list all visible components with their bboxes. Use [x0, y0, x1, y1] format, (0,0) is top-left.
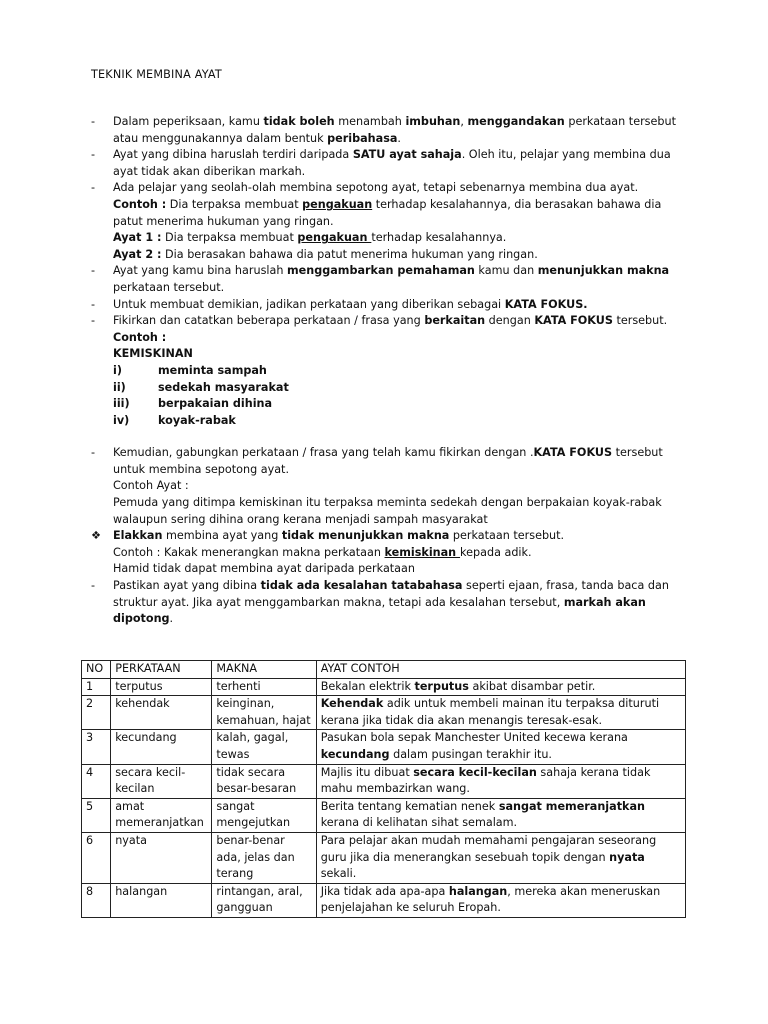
- cell-ayat: [316, 696, 685, 730]
- text: sekali.: [320, 867, 357, 881]
- cell-makna: sangat mengejutkan: [212, 798, 316, 832]
- list-item: [113, 413, 691, 430]
- table-row: [82, 764, 686, 798]
- contoh-label: Contoh Ayat :: [113, 479, 189, 493]
- text: . Oleh itu, pelajar yang membina dua ayat tidak akan diberikan markah.: [113, 148, 671, 178]
- keyword: Kehendak: [320, 697, 384, 711]
- cell-no: 6: [82, 832, 111, 883]
- text: akibat disambar petir.: [468, 679, 596, 693]
- bullet-item: [91, 578, 691, 628]
- cell-ayat: [316, 883, 685, 917]
- contoh-label: Contoh :: [113, 197, 167, 211]
- keyword: imbuhan: [405, 115, 461, 128]
- text: Jika tidak ada apa-apa: [320, 884, 449, 898]
- text: kamu dan: [474, 264, 538, 278]
- cell-ayat: [316, 764, 685, 798]
- bullet-marker: -: [91, 579, 96, 593]
- page-title: TEKNIK MEMBINA AYAT: [91, 68, 222, 81]
- column-header: MAKNA: [212, 661, 316, 679]
- text: terhadap kesalahannya, dia berasakan bahawa dia patut menerima hukuman yang ringan.: [113, 197, 662, 228]
- instruction-list: [91, 114, 691, 628]
- cell-perkataan: secara kecil-kecilan: [111, 764, 212, 798]
- cell-perkataan: terputus: [111, 678, 212, 696]
- bullet-marker: -: [91, 181, 96, 195]
- cell-makna: terhenti: [212, 678, 316, 696]
- ayat-2-line: [113, 247, 691, 264]
- bullet-item: [91, 114, 691, 147]
- cell-ayat: [316, 730, 685, 764]
- example-sentence: Pemuda yang ditimpa kemiskinan itu terpaksa meminta sedekah dengan berpakaian koyak-rabak walaupun sering dihina orang kerana menjadi sampah masyarakat: [113, 496, 662, 526]
- bullet-marker: -: [91, 446, 96, 460]
- bullet-item: [91, 445, 691, 528]
- keyword: halangan: [448, 884, 508, 898]
- bullet-marker: -: [91, 148, 96, 162]
- cell-perkataan: kecundang: [111, 730, 212, 764]
- list-text: sedekah masyarakat: [158, 380, 289, 394]
- cell-perkataan: nyata: [111, 832, 212, 883]
- ayat-1-line: [113, 230, 691, 247]
- contoh-label: Contoh :: [113, 330, 167, 344]
- keyword: KATA FOKUS: [534, 314, 613, 328]
- keyword: sangat memeranjatkan: [498, 799, 645, 813]
- text: ,: [460, 115, 468, 128]
- cell-no: 4: [82, 764, 111, 798]
- text: Ayat yang kamu bina haruslah: [113, 264, 288, 278]
- list-item: [113, 396, 691, 413]
- table-row: [82, 883, 686, 917]
- text: sahaja kerana tidak mahu membazirkan wang.: [320, 765, 651, 796]
- keyword: markah akan dipotong: [113, 595, 646, 626]
- cell-perkataan: kehendak: [111, 696, 212, 730]
- keyword: SATU ayat sahaja: [352, 148, 462, 162]
- text: perkataan tersebut.: [449, 529, 565, 543]
- list-number: iii): [113, 397, 130, 411]
- cell-makna: rintangan, aral, gangguan: [212, 883, 316, 917]
- keyword: secara kecil-kecilan: [413, 765, 537, 779]
- bullet-item: [91, 313, 691, 429]
- column-header: AYAT CONTOH: [316, 661, 685, 679]
- keyword: menggambarkan pemahaman: [287, 264, 475, 278]
- keyword: menunjukkan makna: [537, 264, 670, 278]
- text: .: [169, 612, 174, 626]
- list-number: iv): [113, 413, 130, 427]
- contoh-line: [113, 197, 691, 230]
- table-header-row: [82, 661, 686, 679]
- cell-makna: tidak secara besar-besaran: [212, 764, 316, 798]
- text: kepada adik.: [460, 545, 532, 559]
- keyword: KATA FOKUS: [533, 446, 613, 460]
- bullet-item: [91, 180, 691, 263]
- bullet-marker: -: [91, 264, 96, 278]
- bullet-marker: -: [91, 314, 96, 328]
- column-header: PERKATAAN: [111, 661, 212, 679]
- list-text: berpakaian dihina: [158, 397, 273, 411]
- text: Pastikan ayat yang dibina: [113, 579, 261, 593]
- text: Pasukan bola sepak Manchester United kecewa kerana: [320, 731, 628, 745]
- text: adik untuk membeli mainan itu terpaksa dituruti kerana jika tidak dia akan menangis teresak-esak.: [320, 697, 660, 727]
- bullet-item: [91, 297, 691, 314]
- diamond-bullet-icon: ❖: [91, 529, 102, 543]
- text: Contoh : Kakak menerangkan makna perkataan: [113, 545, 385, 559]
- keyword: Elakkan: [113, 529, 163, 543]
- text: Fikirkan dan catatkan beberapa perkataan / frasa yang: [113, 314, 425, 328]
- bullet-item: [91, 528, 691, 578]
- text: Berita tentang kematian nenek: [320, 799, 499, 813]
- text: Dia terpaksa membuat: [166, 197, 303, 211]
- ayat-label: Ayat 1 :: [113, 231, 162, 245]
- keyword: nyata: [609, 850, 645, 864]
- underlined-word: pengakuan: [302, 197, 373, 211]
- bullet-item: [91, 263, 691, 296]
- cell-ayat: [316, 678, 685, 696]
- table-row: [82, 696, 686, 730]
- text: perkataan tersebut atau menggunakannya dalam bentuk: [113, 115, 676, 145]
- keyword: menggandakan: [467, 115, 565, 128]
- table-row: [82, 798, 686, 832]
- text: dalam pusingan terakhir itu.: [389, 747, 552, 761]
- ayat-label: Ayat 2 :: [113, 247, 162, 261]
- keyword: tidak ada kesalahan tatabahasa: [260, 579, 463, 593]
- table-row: [82, 832, 686, 883]
- column-header: NO: [82, 661, 111, 679]
- keyword: peribahasa: [327, 131, 398, 145]
- list-item: [113, 380, 691, 397]
- text: Majlis itu dibuat: [320, 765, 414, 779]
- cell-ayat: [316, 798, 685, 832]
- text: seperti ejaan, frasa, tanda baca dan struktur ayat. Jika ayat menggambarkan makna, tetapi ada kesalahan tersebut,: [113, 579, 669, 609]
- text: Para pelajar akan mudah memahami pengajaran seseorang guru jika dia menerangkan sesebuah topik dengan: [320, 833, 657, 864]
- text: Ada pelajar yang seolah-olah membina sepotong ayat, tetapi sebenarnya membina dua ayat.: [113, 181, 639, 195]
- underlined-word: pengakuan: [297, 231, 372, 245]
- cell-no: 8: [82, 883, 111, 917]
- keyword: tidak menunjukkan makna: [281, 529, 450, 543]
- text: .: [397, 131, 401, 145]
- text: terhadap kesalahannya.: [371, 231, 507, 245]
- list-item: [113, 363, 691, 380]
- text: Ayat yang dibina haruslah terdiri daripada: [113, 148, 353, 162]
- keyword: terputus: [414, 679, 469, 693]
- underlined-word: kemiskinan: [384, 545, 461, 559]
- bullet-marker: -: [91, 115, 96, 128]
- text: Bekalan elektrik: [320, 679, 415, 693]
- cell-perkataan: halangan: [111, 883, 212, 917]
- cell-no: 2: [82, 696, 111, 730]
- focus-word: KEMISKINAN: [113, 347, 193, 361]
- text: Kemudian, gabungkan perkataan / frasa yang telah kamu fikirkan dengan .: [113, 446, 534, 460]
- text: tersebut untuk membina sepotong ayat.: [113, 446, 663, 476]
- cell-makna: benar-benar ada, jelas dan terang: [212, 832, 316, 883]
- keyword: tidak boleh: [263, 115, 335, 128]
- text: menambah: [334, 115, 406, 128]
- text: perkataan tersebut.: [113, 280, 225, 294]
- table-row: [82, 678, 686, 696]
- text: membina ayat yang: [162, 529, 282, 543]
- cell-ayat: [316, 832, 685, 883]
- keyword: berkaitan: [424, 314, 486, 328]
- keyword: KATA FOKUS.: [504, 297, 588, 311]
- list-number: ii): [113, 380, 126, 394]
- text: tersebut.: [612, 314, 668, 328]
- text: Untuk membuat demikian, jadikan perkataan yang diberikan sebagai: [113, 297, 505, 311]
- list-number: i): [113, 363, 122, 377]
- text: Dia terpaksa membuat: [161, 231, 298, 245]
- text: dengan: [485, 314, 535, 328]
- list-text: koyak-rabak: [158, 413, 236, 427]
- text: Hamid tidak dapat membina ayat daripada perkataan: [113, 562, 415, 576]
- cell-makna: keinginan, kemahuan, hajat: [212, 696, 316, 730]
- cell-makna: kalah, gagal, tewas: [212, 730, 316, 764]
- bullet-item: [91, 147, 691, 180]
- keyword: kecundang: [320, 747, 390, 761]
- cell-no: 5: [82, 798, 111, 832]
- list-text: meminta sampah: [158, 363, 267, 377]
- vocabulary-table: [81, 660, 686, 918]
- text: , mereka akan meneruskan penjelajahan ke seluruh Eropah.: [320, 884, 661, 915]
- cell-no: 3: [82, 730, 111, 764]
- text: Dalam peperiksaan, kamu: [113, 115, 264, 128]
- text: kerana di kelihatan sihat semalam.: [320, 816, 518, 830]
- text: Dia berasakan bahawa dia patut menerima hukuman yang ringan.: [161, 247, 538, 261]
- cell-no: 1: [82, 678, 111, 696]
- bullet-marker: -: [91, 297, 96, 311]
- cell-perkataan: amat memeranjatkan: [111, 798, 212, 832]
- table-row: [82, 730, 686, 764]
